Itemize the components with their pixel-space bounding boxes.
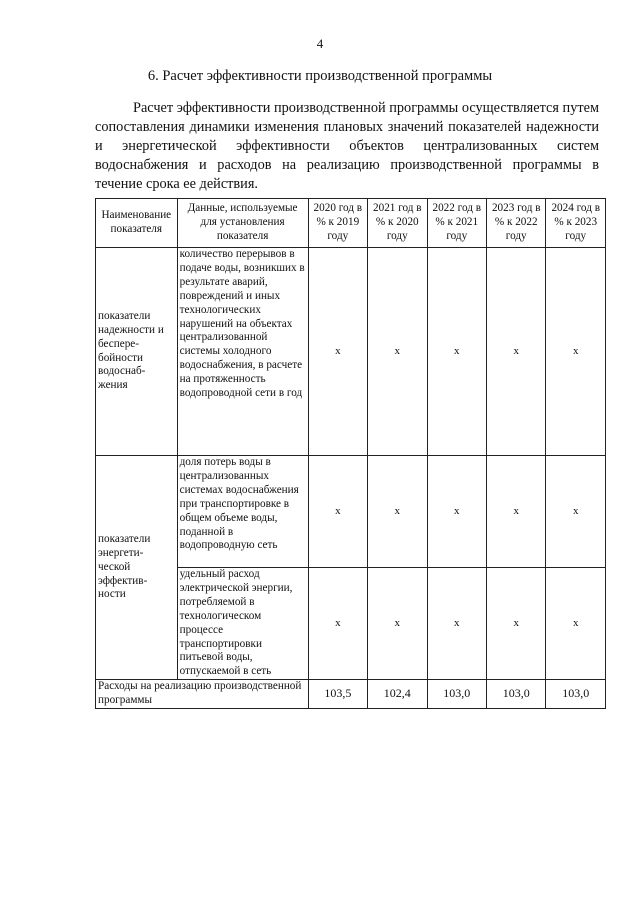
summary-value-2024: 103,0 <box>546 680 606 709</box>
summary-value-2021: 102,4 <box>368 680 427 709</box>
table-cell: х <box>308 456 367 568</box>
table-cell: х <box>427 248 486 456</box>
table-cell: х <box>486 248 545 456</box>
summary-value-2023: 103,0 <box>486 680 545 709</box>
table-cell: х <box>486 456 545 568</box>
section-title: 6. Расчет эффективности производственной программы <box>147 68 493 84</box>
table-cell: х <box>368 568 427 680</box>
indicator-energy-efficiency: показатели энергети-ческой эффектив-ности <box>96 456 178 680</box>
table-row <box>96 456 606 568</box>
table-cell: х <box>427 456 486 568</box>
table-row <box>96 248 606 456</box>
header-year-2021: 2021 год в % к 2020 году <box>368 199 427 248</box>
table-header-row <box>96 199 606 248</box>
table-cell: х <box>546 248 606 456</box>
table-cell: х <box>368 456 427 568</box>
summary-row <box>96 680 606 709</box>
summary-value-2020: 103,5 <box>308 680 367 709</box>
table-cell: х <box>546 568 606 680</box>
data-energy-consumption: удельный расход электрической энергии, потребляемой в технологическом процессе транспортировки питьевой воды, отпускаемой в сеть <box>177 568 308 680</box>
header-indicator-name: Наименование показателя <box>96 199 178 248</box>
table-cell: х <box>368 248 427 456</box>
summary-value-2022: 103,0 <box>427 680 486 709</box>
table-cell: х <box>308 248 367 456</box>
table-cell: х <box>427 568 486 680</box>
efficiency-table <box>95 198 606 709</box>
header-year-2023: 2023 год в % к 2022 году <box>486 199 545 248</box>
header-year-2022: 2022 год в % к 2021 году <box>427 199 486 248</box>
header-year-2020: 2020 год в % к 2019 году <box>308 199 367 248</box>
header-year-2024: 2024 год в % к 2023 году <box>546 199 606 248</box>
indicator-reliability: показатели надежности и беспере-бойности водоснаб-жения <box>96 248 178 456</box>
page-number: 4 <box>316 36 324 51</box>
data-interruptions: количество перерывов в подаче воды, возникших в результате аварий, повреждений и иных технологических нарушений на объектах централизованной системы холодного водоснабжения, в расчете на протяженность водопроводной сети в год <box>177 248 308 456</box>
table-cell: х <box>308 568 367 680</box>
table-cell: х <box>546 456 606 568</box>
intro-paragraph: Расчет эффективности производственной программы осуществляется путем сопоставления динамики изменения плановых значений показателей надежности и энергетической эффективности объектов централизованных систем водоснабжения и расходов на реализацию производственной программы в течение срока ее действия. <box>95 100 599 192</box>
table-cell: х <box>486 568 545 680</box>
summary-label: Расходы на реализацию производственной программы <box>96 680 309 709</box>
data-water-losses: доля потерь воды в централизованных системах водоснабжения при транспортировке в общем объеме воды, поданной в водопроводную сеть <box>177 456 308 568</box>
header-data-used: Данные, используемые для установления показателя <box>177 199 308 248</box>
